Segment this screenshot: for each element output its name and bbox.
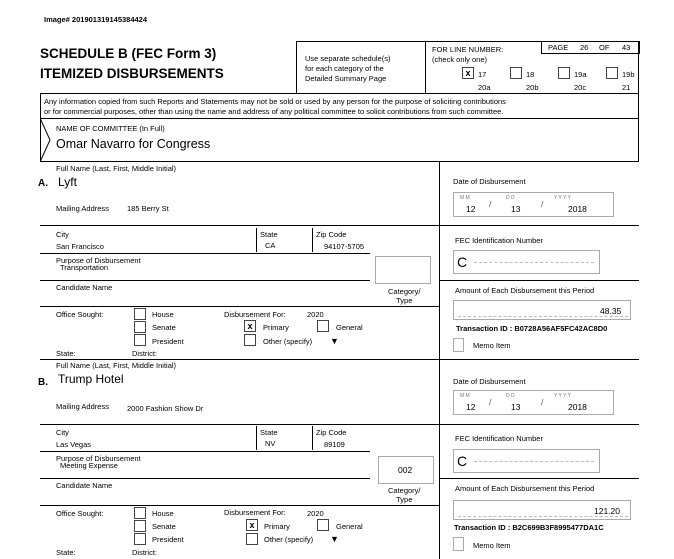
primary-checkbox[interactable]: x (246, 519, 258, 531)
general-checkbox[interactable] (317, 320, 329, 332)
president-checkbox[interactable] (134, 334, 146, 346)
other-checkbox[interactable] (246, 533, 258, 545)
date-field[interactable]: M M 12 / D D 13 / Y Y Y Y 2018 (453, 390, 614, 415)
line-19b-checkbox[interactable] (606, 67, 618, 79)
zip-value: 94107-5705 (324, 242, 365, 251)
state-value: NV (265, 439, 276, 448)
transaction-id: Transaction ID : B0728A56AF5FC42AC8D0 (456, 324, 608, 333)
line-18-checkbox[interactable] (510, 67, 522, 79)
notice-line-2: or for commercial purposes, other than using the name and address of any political committee to solicit contributions from such committee. (44, 107, 504, 116)
fec-id-field[interactable]: C (453, 250, 600, 274)
payee-name: Trump Hotel (58, 372, 124, 386)
line-number-box: FOR LINE NUMBER: (check only one) PAGE 26 OF 43 x 17 18 19a 19b 20a 20b 20c 21 (425, 41, 639, 94)
amount-field[interactable] (453, 500, 631, 520)
senate-checkbox[interactable] (134, 321, 146, 333)
other-checkbox[interactable] (244, 334, 256, 346)
amount-value: 121.20 (594, 506, 620, 516)
purpose-value: Transportation (60, 263, 109, 272)
committee-label: NAME OF COMMITTEE (In Full) (56, 124, 165, 133)
memo-checkbox[interactable] (453, 537, 464, 551)
payee-name: Lyft (58, 175, 77, 189)
page-box: PAGE 26 OF 43 (541, 41, 640, 54)
zip-value: 89109 (324, 440, 345, 449)
caret-down-icon: ▼ (330, 534, 339, 544)
disbursement-year: 2020 (307, 310, 324, 319)
line-17-checkbox[interactable]: x (462, 67, 474, 79)
use-separate-box: Use separate schedule(s) for each category of the Detailed Summary Page (296, 41, 426, 94)
memo-checkbox[interactable] (453, 338, 464, 352)
primary-checkbox[interactable]: x (244, 320, 256, 332)
notice-line-1: Any information copied from such Reports and Statements may not be sold or used by any person for the purpose of soliciting contributions (44, 97, 506, 106)
purpose-value: Meeting Expense (60, 461, 118, 470)
state-value: CA (265, 241, 276, 250)
senate-checkbox[interactable] (134, 520, 146, 532)
mailing-address: 185 Berry St (127, 204, 169, 213)
date-field[interactable]: M M 12 / D D 13 / Y Y Y Y 2018 (453, 192, 614, 217)
house-checkbox[interactable] (134, 308, 146, 320)
disbursement-year: 2020 (307, 509, 324, 518)
committee-arrow-icon (40, 118, 52, 162)
committee-name: Omar Navarro for Congress (56, 137, 211, 151)
transaction-id: Transaction ID : B2C699B3F8995477DA1C (454, 523, 604, 532)
line-19a-checkbox[interactable] (558, 67, 570, 79)
amount-field[interactable] (453, 300, 631, 320)
schedule-title: SCHEDULE B (FEC Form 3) (40, 46, 217, 61)
amount-value: 48.35 (600, 306, 622, 316)
city-value: Las Vegas (56, 440, 92, 449)
caret-down-icon: ▼ (330, 336, 339, 346)
entry-letter: A. (38, 178, 48, 189)
fec-id-field[interactable]: C (453, 449, 600, 473)
city-value: San Francisco (56, 242, 104, 251)
house-checkbox[interactable] (134, 507, 146, 519)
schedule-subtitle: ITEMIZED DISBURSEMENTS (40, 66, 224, 81)
president-checkbox[interactable] (134, 533, 146, 545)
mailing-address: 2000 Fashion Show Dr (127, 404, 204, 413)
image-id: Image# 201901319145384424 (44, 15, 148, 24)
category-box[interactable]: 002 (378, 456, 434, 484)
category-box[interactable] (375, 256, 431, 284)
general-checkbox[interactable] (317, 519, 329, 531)
entry-letter: B. (38, 377, 48, 388)
